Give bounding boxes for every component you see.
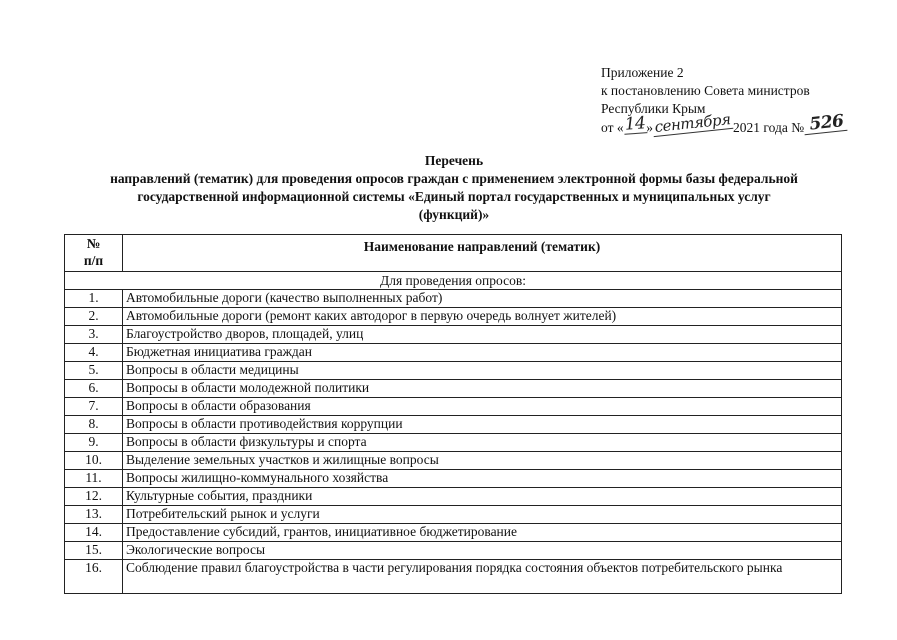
row-number: 10. — [65, 452, 123, 470]
row-number: 11. — [65, 470, 123, 488]
handwritten-number: 526 — [803, 112, 848, 135]
table-row — [65, 542, 842, 560]
table-row — [65, 560, 842, 594]
row-topic: Вопросы жилищно-коммунального хозяйства — [123, 470, 842, 488]
row-topic: Предоставление субсидий, грантов, инициативное бюджетирование — [123, 524, 842, 542]
table-row — [65, 362, 842, 380]
topics-table — [64, 234, 842, 594]
row-number: 6. — [65, 380, 123, 398]
row-topic: Потребительский рынок и услуги — [123, 506, 842, 524]
row-topic: Вопросы в области физкультуры и спорта — [123, 434, 842, 452]
title-line-3: государственной информационной системы «Единый портал государственных и муниципальных услуг — [137, 189, 771, 204]
table-row — [65, 380, 842, 398]
row-number: 2. — [65, 308, 123, 326]
row-number: 5. — [65, 362, 123, 380]
header-number-pp: п/п — [83, 253, 104, 268]
table-row — [65, 506, 842, 524]
section-row — [65, 272, 842, 290]
table-row — [65, 308, 842, 326]
table-row — [65, 434, 842, 452]
table-row — [65, 524, 842, 542]
row-number: 9. — [65, 434, 123, 452]
row-number: 4. — [65, 344, 123, 362]
row-topic: Автомобильные дороги (качество выполненных работ) — [123, 290, 842, 308]
row-topic: Соблюдение правил благоустройства в части регулирования порядка состояния объектов потребительского рынка — [123, 560, 842, 594]
date-year: 2021 года № — [733, 120, 805, 135]
row-topic: Выделение земельных участков и жилищные вопросы — [123, 452, 842, 470]
header-name: Наименование направлений (тематик) — [123, 235, 842, 272]
row-number: 15. — [65, 542, 123, 560]
table-row — [65, 398, 842, 416]
table-row — [65, 488, 842, 506]
row-number: 8. — [65, 416, 123, 434]
table-row — [65, 326, 842, 344]
row-topic: Бюджетная инициатива граждан — [123, 344, 842, 362]
table-row — [65, 290, 842, 308]
handwritten-day: 14 — [623, 113, 646, 135]
annex-republic-line: Республики Крым — [601, 101, 706, 116]
row-topic: Вопросы в области молодежной политики — [123, 380, 842, 398]
table-row — [65, 344, 842, 362]
header-number — [65, 235, 123, 272]
header-number-sign: № — [86, 236, 101, 251]
row-topic: Автомобильные дороги (ремонт каких автодорог в первую очередь волнует жителей) — [123, 308, 842, 326]
table-row — [65, 416, 842, 434]
document-title — [40, 152, 868, 224]
row-number: 12. — [65, 488, 123, 506]
date-prefix: от « — [601, 120, 624, 135]
row-topic: Благоустройство дворов, площадей, улиц — [123, 326, 842, 344]
row-topic: Вопросы в области образования — [123, 398, 842, 416]
row-number: 3. — [65, 326, 123, 344]
annex-date-line — [601, 110, 881, 137]
table-row — [65, 452, 842, 470]
title-line-2: направлений (тематик) для проведения опросов граждан с применением электронной формы базы федеральной — [110, 171, 798, 186]
title-heading: Перечень — [424, 153, 484, 168]
date-quote-close: » — [646, 120, 653, 135]
section-label: Для проведения опросов: — [65, 272, 842, 290]
row-number: 1. — [65, 290, 123, 308]
title-line-4: (функций)» — [418, 207, 490, 222]
row-topic: Культурные события, праздники — [123, 488, 842, 506]
row-topic: Вопросы в области медицины — [123, 362, 842, 380]
annex-block — [601, 64, 881, 137]
handwritten-month: сентября — [652, 110, 734, 137]
table-row — [65, 470, 842, 488]
table-header-row — [65, 235, 842, 272]
row-topic: Экологические вопросы — [123, 542, 842, 560]
row-number: 16. — [65, 560, 123, 594]
annex-resolution-line: к постановлению Совета министров — [601, 83, 810, 98]
row-topic: Вопросы в области противодействия коррупции — [123, 416, 842, 434]
row-number: 14. — [65, 524, 123, 542]
row-number: 13. — [65, 506, 123, 524]
annex-title: Приложение 2 — [601, 65, 684, 80]
row-number: 7. — [65, 398, 123, 416]
